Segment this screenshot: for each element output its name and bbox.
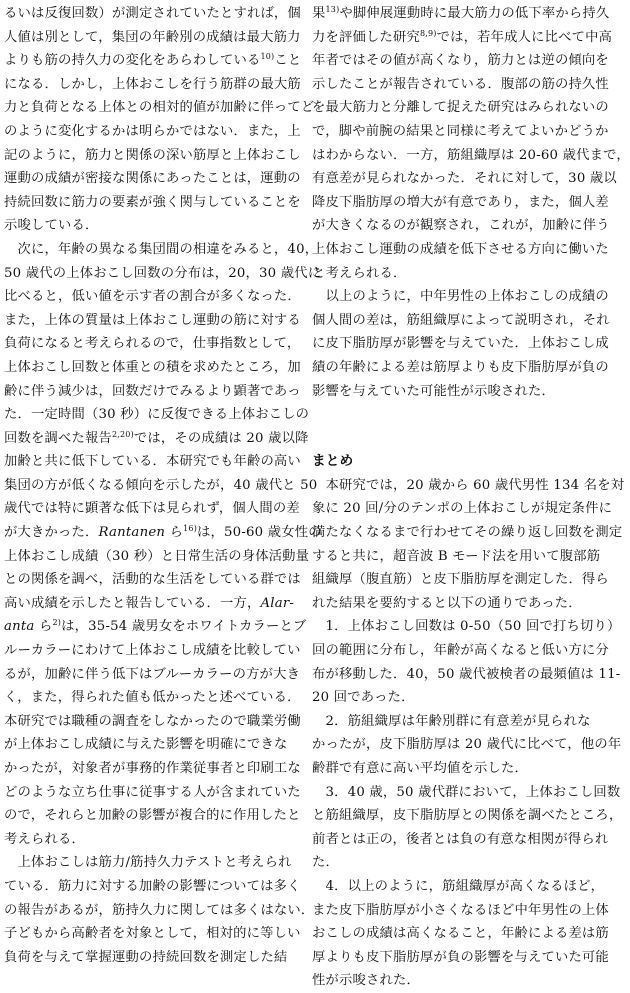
blank-line bbox=[312, 403, 596, 427]
text-line bbox=[4, 380, 301, 404]
text-segment: 前者とは正の，後者とは負の有意な相関が得られ bbox=[312, 831, 609, 847]
citation-ref: 13) bbox=[325, 5, 340, 14]
text-segment: ら bbox=[34, 619, 53, 635]
text-segment: 負荷を与えて掌握運動の持続回数を測定した結 bbox=[4, 949, 288, 965]
text-line bbox=[312, 568, 609, 592]
text-line bbox=[312, 686, 596, 710]
text-line bbox=[4, 615, 307, 639]
text-line bbox=[312, 191, 609, 215]
text-segment: 力を評価した研究 bbox=[312, 29, 420, 45]
text-segment: 有意差が見られなかった．それに対して，30 歳以 bbox=[312, 171, 617, 187]
text-segment: 影響を与えていた可能性が示唆された． bbox=[312, 383, 555, 399]
text-line bbox=[4, 214, 296, 238]
text-line bbox=[4, 167, 301, 191]
text-segment: に皮下脂肪厚が影響を与えていた．上体おこし成 bbox=[312, 336, 609, 352]
author-name: Rantanen bbox=[98, 525, 166, 541]
text-line bbox=[312, 922, 609, 946]
text-segment: が大きくなるのが観察され，これが，加齢に伴う bbox=[312, 218, 610, 234]
text-segment: 負荷になると考えられるので，仕事指数として， bbox=[4, 336, 301, 352]
text-line bbox=[4, 875, 301, 899]
text-segment: 力と負荷となる上体との相対的値が加齢に伴ってど bbox=[4, 100, 315, 116]
right-column bbox=[312, 2, 630, 993]
text-segment: 績の年齢による差は筋厚よりも皮下脂肪厚が負の bbox=[312, 359, 609, 375]
text-segment: で，脚や前腕の結果と同様に考えてよいかどうか bbox=[312, 123, 609, 139]
text-segment: 性が示唆された． bbox=[312, 973, 420, 989]
text-line bbox=[4, 191, 301, 215]
text-line bbox=[4, 781, 301, 805]
text-segment: 高い成績を示したと報告している．一方， bbox=[4, 595, 261, 611]
citation-ref: 2) bbox=[52, 618, 62, 628]
text-segment: 上体おこしは筋力/筋持久力テストと考えられ bbox=[4, 855, 292, 871]
text-segment: は，50-60 歳女性の bbox=[197, 525, 322, 541]
text-line bbox=[4, 427, 309, 451]
citation-ref: 2,20) bbox=[111, 429, 134, 439]
text-segment: 本研究では職種の調査をしなかったので職業労働 bbox=[4, 713, 301, 729]
text-line bbox=[312, 875, 605, 899]
text-segment: ルーカラーにわけて上体おこし成績を比較してい bbox=[4, 643, 301, 659]
text-segment: との関係を調べ，活動的な生活をしている群では bbox=[4, 572, 301, 588]
text-line bbox=[4, 403, 310, 427]
text-segment: 組織厚（腹直筋）と皮下脂肪厚を測定した．得ら bbox=[312, 572, 609, 588]
text-segment: よりも筋の持久力の変化をあらわしている bbox=[4, 53, 261, 69]
text-segment: 本研究では，20 歳から 60 歳代男性 134 名を対 bbox=[312, 477, 625, 493]
text-line bbox=[4, 851, 296, 875]
text-segment: 4．以上のように，筋組織厚が高くなるほど， bbox=[312, 878, 605, 894]
text-line bbox=[4, 238, 319, 262]
text-line bbox=[312, 214, 610, 238]
text-line bbox=[4, 663, 301, 687]
text-segment: また皮下脂肪厚が小さくなるほど中年男性の上体 bbox=[312, 902, 609, 918]
text-line bbox=[312, 969, 596, 993]
text-segment: 歳代では特に顕著な低下は見られず，個人間の差 bbox=[4, 501, 300, 517]
text-line bbox=[4, 757, 301, 781]
text-line bbox=[4, 497, 300, 521]
text-segment: は，35-54 歳男女をホワイトカラーとブ bbox=[61, 619, 307, 635]
text-segment: の報告があるが，筋持久力に関しては多くはない． bbox=[4, 902, 315, 918]
text-line bbox=[4, 710, 301, 734]
text-line bbox=[312, 238, 609, 262]
text-line bbox=[312, 167, 617, 191]
text-segment: 示唆している． bbox=[4, 218, 99, 234]
text-segment: 考えられる． bbox=[4, 831, 85, 847]
text-segment: すると共に，超音波 B モード法を用いて腹部筋 bbox=[312, 548, 601, 564]
text-line bbox=[312, 285, 609, 309]
section-heading: まとめ bbox=[312, 453, 354, 470]
text-segment: 上体おこし回数と体重との積を求めたところ，加 bbox=[4, 359, 301, 375]
text-segment: では，その成績は 20 歳以降 bbox=[133, 430, 309, 446]
text-line bbox=[312, 96, 609, 120]
text-segment: どのような立ち仕事に従事する人が含まれていた bbox=[4, 784, 301, 800]
text-line bbox=[4, 96, 315, 120]
text-segment: ら bbox=[165, 525, 184, 541]
text-segment: れた結果を要約すると以下の通りであった． bbox=[312, 595, 582, 611]
text-line bbox=[312, 710, 596, 734]
text-segment: 上体おこし成績（30 秒）と日常生活の身体活動量 bbox=[4, 548, 310, 564]
text-line bbox=[4, 285, 301, 309]
text-line bbox=[4, 568, 301, 592]
text-segment: 以上のように，中年男性の上体おこしの成績の bbox=[312, 289, 609, 305]
text-segment: こと bbox=[274, 53, 302, 69]
text-segment: また，上体の質量は上体おこし運動の筋に対する bbox=[4, 312, 301, 328]
text-segment: 象に 20 回/分のテンポの上体おこしが規定条件に bbox=[312, 501, 613, 517]
text-line bbox=[4, 356, 301, 380]
left-column bbox=[4, 2, 322, 969]
text-line bbox=[4, 828, 296, 852]
text-segment: が上体おこし成績に与えた影響を明確にできな bbox=[4, 737, 288, 753]
text-line bbox=[312, 309, 610, 333]
text-segment: になる．しかし，上体おこしを行う筋群の最大筋 bbox=[4, 76, 301, 92]
text-segment: 人値は別として，集団の年齢別の成績は最大筋力 bbox=[4, 29, 301, 45]
text-segment: が大きかった． bbox=[4, 525, 99, 541]
text-line bbox=[312, 521, 623, 545]
text-segment: と筋組織厚，皮下脂肪厚との関係を調べたところ， bbox=[312, 808, 623, 824]
text-segment: 布が移動した．40，50 歳代被検者の最頻値は 11- bbox=[312, 666, 621, 682]
text-segment: 厚よりも皮下脂肪厚が負の影響を与えていた可能 bbox=[312, 949, 609, 965]
text-segment: 満たなくなるまで行わせてその繰り返し回数を測定 bbox=[312, 525, 623, 541]
text-segment: を最大筋力と分離して捉えた研究はみられないの bbox=[312, 100, 609, 116]
text-segment: かったが，皮下脂肪厚は 20 歳代に比べて，他の年 bbox=[312, 737, 622, 753]
text-line bbox=[4, 26, 301, 50]
text-line bbox=[4, 49, 302, 73]
text-segment: や脚伸展運動時に最大筋力の低下率から持久 bbox=[339, 6, 610, 21]
text-line bbox=[4, 262, 322, 286]
text-line bbox=[312, 120, 609, 144]
text-segment: く，また，得られた値も低かったと述べている． bbox=[4, 690, 301, 706]
text-segment: 3．40 歳，50 歳代群において，上体おこし回数 bbox=[312, 784, 621, 800]
text-segment: おこしの成績は高くなること，年齢による差は筋 bbox=[312, 926, 609, 942]
text-segment: はわからない．一方，筋組織厚は 20-60 歳代まで， bbox=[312, 147, 630, 163]
text-segment: 年者ではその値が高くなり，筋力とは逆の傾向を bbox=[312, 53, 609, 69]
text-line bbox=[312, 804, 623, 828]
text-segment: 運動の成績が密接な関係にあったことは，運動の bbox=[4, 171, 301, 187]
text-segment: ている．筋力に対する加齢の影響については多く bbox=[4, 878, 301, 894]
author-name: Alar- bbox=[260, 595, 295, 611]
text-segment: 示したことが報告されている．腹部の筋の持久性 bbox=[312, 76, 609, 92]
text-segment: と考えられる． bbox=[312, 265, 407, 281]
text-line bbox=[312, 757, 596, 781]
text-segment: 1．上体おこし回数は 0-50（50 回で打ち切り） bbox=[312, 619, 621, 635]
text-segment: 回数を調べた報告 bbox=[4, 430, 112, 446]
text-segment: 20 回であった． bbox=[312, 690, 415, 706]
text-line bbox=[312, 474, 625, 498]
text-line bbox=[4, 474, 318, 498]
text-segment: 個人間の差は，筋組織厚によって説明され，それ bbox=[312, 312, 610, 328]
text-segment: 2．筋組織厚は年齢別群に有意差が見られな bbox=[312, 713, 591, 729]
text-segment: 加齢と共に低下している．本研究でも年齢の高い bbox=[4, 454, 301, 470]
text-line bbox=[4, 804, 301, 828]
text-segment: 子どもから高齢者を対象として，相対的に等しい bbox=[4, 926, 301, 942]
text-segment: かったが，対象者が事務的作業従事者と印刷工な bbox=[4, 761, 301, 776]
text-line bbox=[312, 73, 609, 97]
text-segment: た．一定時間（30 秒）に反復できる上体おこしの bbox=[4, 407, 310, 423]
text-segment: 次に，年齢の異なる集団間の相違をみると，40， bbox=[4, 241, 319, 257]
text-line bbox=[4, 144, 301, 168]
text-line bbox=[312, 332, 609, 356]
text-segment: るいは反復回数）が測定されていたとすれば，個 bbox=[4, 6, 301, 21]
text-line bbox=[312, 545, 601, 569]
blank-line bbox=[312, 427, 596, 451]
text-line bbox=[312, 497, 613, 521]
text-segment: 齢に伴う減少は，回数だけでみるより顕著であっ bbox=[4, 383, 301, 399]
text-line bbox=[312, 144, 630, 168]
text-line bbox=[312, 899, 609, 923]
text-segment: 齢群で有意に高い平均値を示した． bbox=[312, 761, 528, 776]
text-line bbox=[4, 332, 301, 356]
text-segment: 降皮下脂肪厚の増大が有意であり，また，個人差 bbox=[312, 194, 609, 210]
citation-ref: 10) bbox=[260, 52, 275, 62]
text-line bbox=[4, 309, 301, 333]
text-segment: 上体おこし運動の成績を低下させる方向に働いた bbox=[312, 241, 609, 257]
text-line bbox=[4, 733, 296, 757]
text-line bbox=[312, 592, 596, 616]
text-line bbox=[312, 2, 610, 26]
text-segment: ので，それらと加齢の影響が複合的に作用したと bbox=[4, 808, 301, 824]
text-segment: 集団の方が低くなる傾向を示したが，40 歳代と 50 bbox=[4, 477, 318, 493]
text-line bbox=[4, 2, 301, 26]
text-segment: では，若年成人に比べて中高 bbox=[436, 29, 613, 45]
text-segment: 果 bbox=[312, 6, 326, 21]
text-line bbox=[4, 639, 301, 663]
text-line bbox=[312, 615, 621, 639]
text-segment: 持続回数に筋力の要素が強く関与していることを bbox=[4, 194, 301, 210]
text-line bbox=[4, 899, 315, 923]
text-line bbox=[4, 946, 296, 970]
text-segment: るが，加齢に伴う低下はブルーカラーの方が大き bbox=[4, 666, 301, 682]
text-line bbox=[312, 639, 609, 663]
text-line bbox=[312, 663, 621, 687]
text-line bbox=[4, 545, 310, 569]
text-line bbox=[4, 120, 301, 144]
text-line bbox=[4, 922, 301, 946]
text-segment: 記のように，筋力と関係の深い筋厚と上体おこし bbox=[4, 147, 301, 163]
citation-ref: 8,9) bbox=[419, 28, 437, 38]
text-segment: た． bbox=[312, 855, 339, 871]
text-line bbox=[312, 49, 609, 73]
text-line bbox=[312, 380, 596, 404]
text-segment: のように変化するかは明らかではない．また，上 bbox=[4, 123, 301, 139]
text-segment: 回の範囲に分布し，年齢が高くなると低い方に分 bbox=[312, 643, 609, 659]
text-segment: 比べると，低い値を示す者の割合が多くなった． bbox=[4, 289, 301, 305]
text-line bbox=[312, 828, 609, 852]
text-segment: 50 歳代の上体おこし回数の分布は，20，30 歳代に bbox=[4, 265, 322, 281]
text-line bbox=[312, 356, 609, 380]
text-line bbox=[312, 733, 622, 757]
citation-ref: 16) bbox=[183, 524, 198, 534]
author-name: anta bbox=[4, 619, 35, 635]
text-line bbox=[312, 781, 621, 805]
text-line bbox=[312, 26, 613, 50]
text-line bbox=[312, 946, 609, 970]
text-line bbox=[4, 450, 301, 474]
text-line bbox=[4, 521, 322, 545]
text-line bbox=[4, 592, 296, 616]
text-line bbox=[4, 686, 301, 710]
text-line bbox=[4, 73, 301, 97]
text-line bbox=[312, 262, 596, 286]
text-line bbox=[312, 851, 596, 875]
